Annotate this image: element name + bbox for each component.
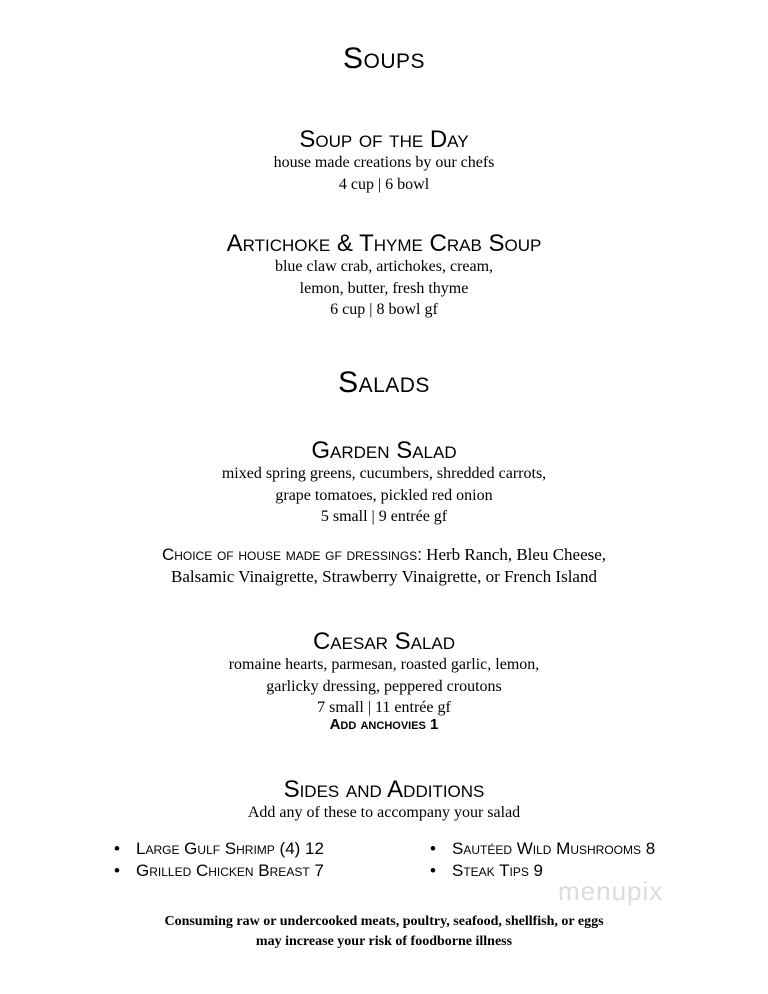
soup-of-the-day-price: 4 cup | 6 bowl	[338, 176, 430, 193]
side-item: • Large Gulf Shrimp (4) 12	[114, 838, 324, 860]
food-safety-notice-line1: Consuming raw or undercooked meats, poultry, seafood, shellfish, or eggs	[164, 914, 604, 929]
caesar-salad-description-line1: romaine hearts, parmesan, roasted garlic, lemon,	[228, 656, 540, 673]
caesar-salad-description-line2: garlicky dressing, peppered croutons	[266, 678, 502, 695]
dressing-choices-first: Herb Ranch, Bleu Cheese,	[421, 545, 607, 564]
caesar-salad-addon: Add anchovies 1	[329, 716, 439, 733]
salads-heading: Salads	[338, 366, 430, 399]
side-item: • Sautéed Wild Mushrooms 8	[430, 838, 655, 860]
garden-salad-description-line1: mixed spring greens, cucumbers, shredded carrots,	[221, 465, 547, 482]
food-safety-notice-line2: may increase your risk of foodborne illness	[255, 934, 513, 949]
side-item: • Grilled Chicken Breast 7	[114, 860, 324, 882]
dressing-choices-lead: Choice of house made gf dressings:	[161, 545, 422, 564]
caesar-salad-price: 7 small | 11 entrée gf	[317, 699, 451, 716]
crab-soup-description-line1: blue claw crab, artichokes, cream,	[274, 258, 494, 275]
sides-heading: Sides and Additions	[283, 776, 485, 803]
garden-salad-title: Garden Salad	[311, 437, 457, 464]
garden-salad-description-line2: grape tomatoes, pickled red onion	[275, 487, 493, 504]
caesar-salad-title: Caesar Salad	[312, 628, 456, 655]
crab-soup-title: Artichoke & Thyme Crab Soup	[226, 230, 542, 257]
sides-subtitle: Add any of these to accompany your salad	[247, 804, 521, 821]
sides-list-left	[114, 838, 324, 882]
watermark-logo: menupix	[558, 876, 664, 906]
side-item: • Steak Tips 9	[430, 860, 655, 882]
soup-of-the-day-title: Soup of the Day	[299, 126, 469, 153]
crab-soup-description-line2: lemon, butter, fresh thyme	[299, 280, 469, 297]
soup-of-the-day-description: house made creations by our chefs	[273, 154, 495, 171]
crab-soup-price: 6 cup | 8 bowl gf	[330, 301, 438, 318]
dressing-choices-line2: Balsamic Vinaigrette, Strawberry Vinaigrette, or French Island	[171, 567, 597, 586]
soups-heading: Soups	[342, 42, 426, 75]
garden-salad-price: 5 small | 9 entrée gf	[320, 508, 448, 525]
dressing-choices-line1	[0, 544, 768, 566]
